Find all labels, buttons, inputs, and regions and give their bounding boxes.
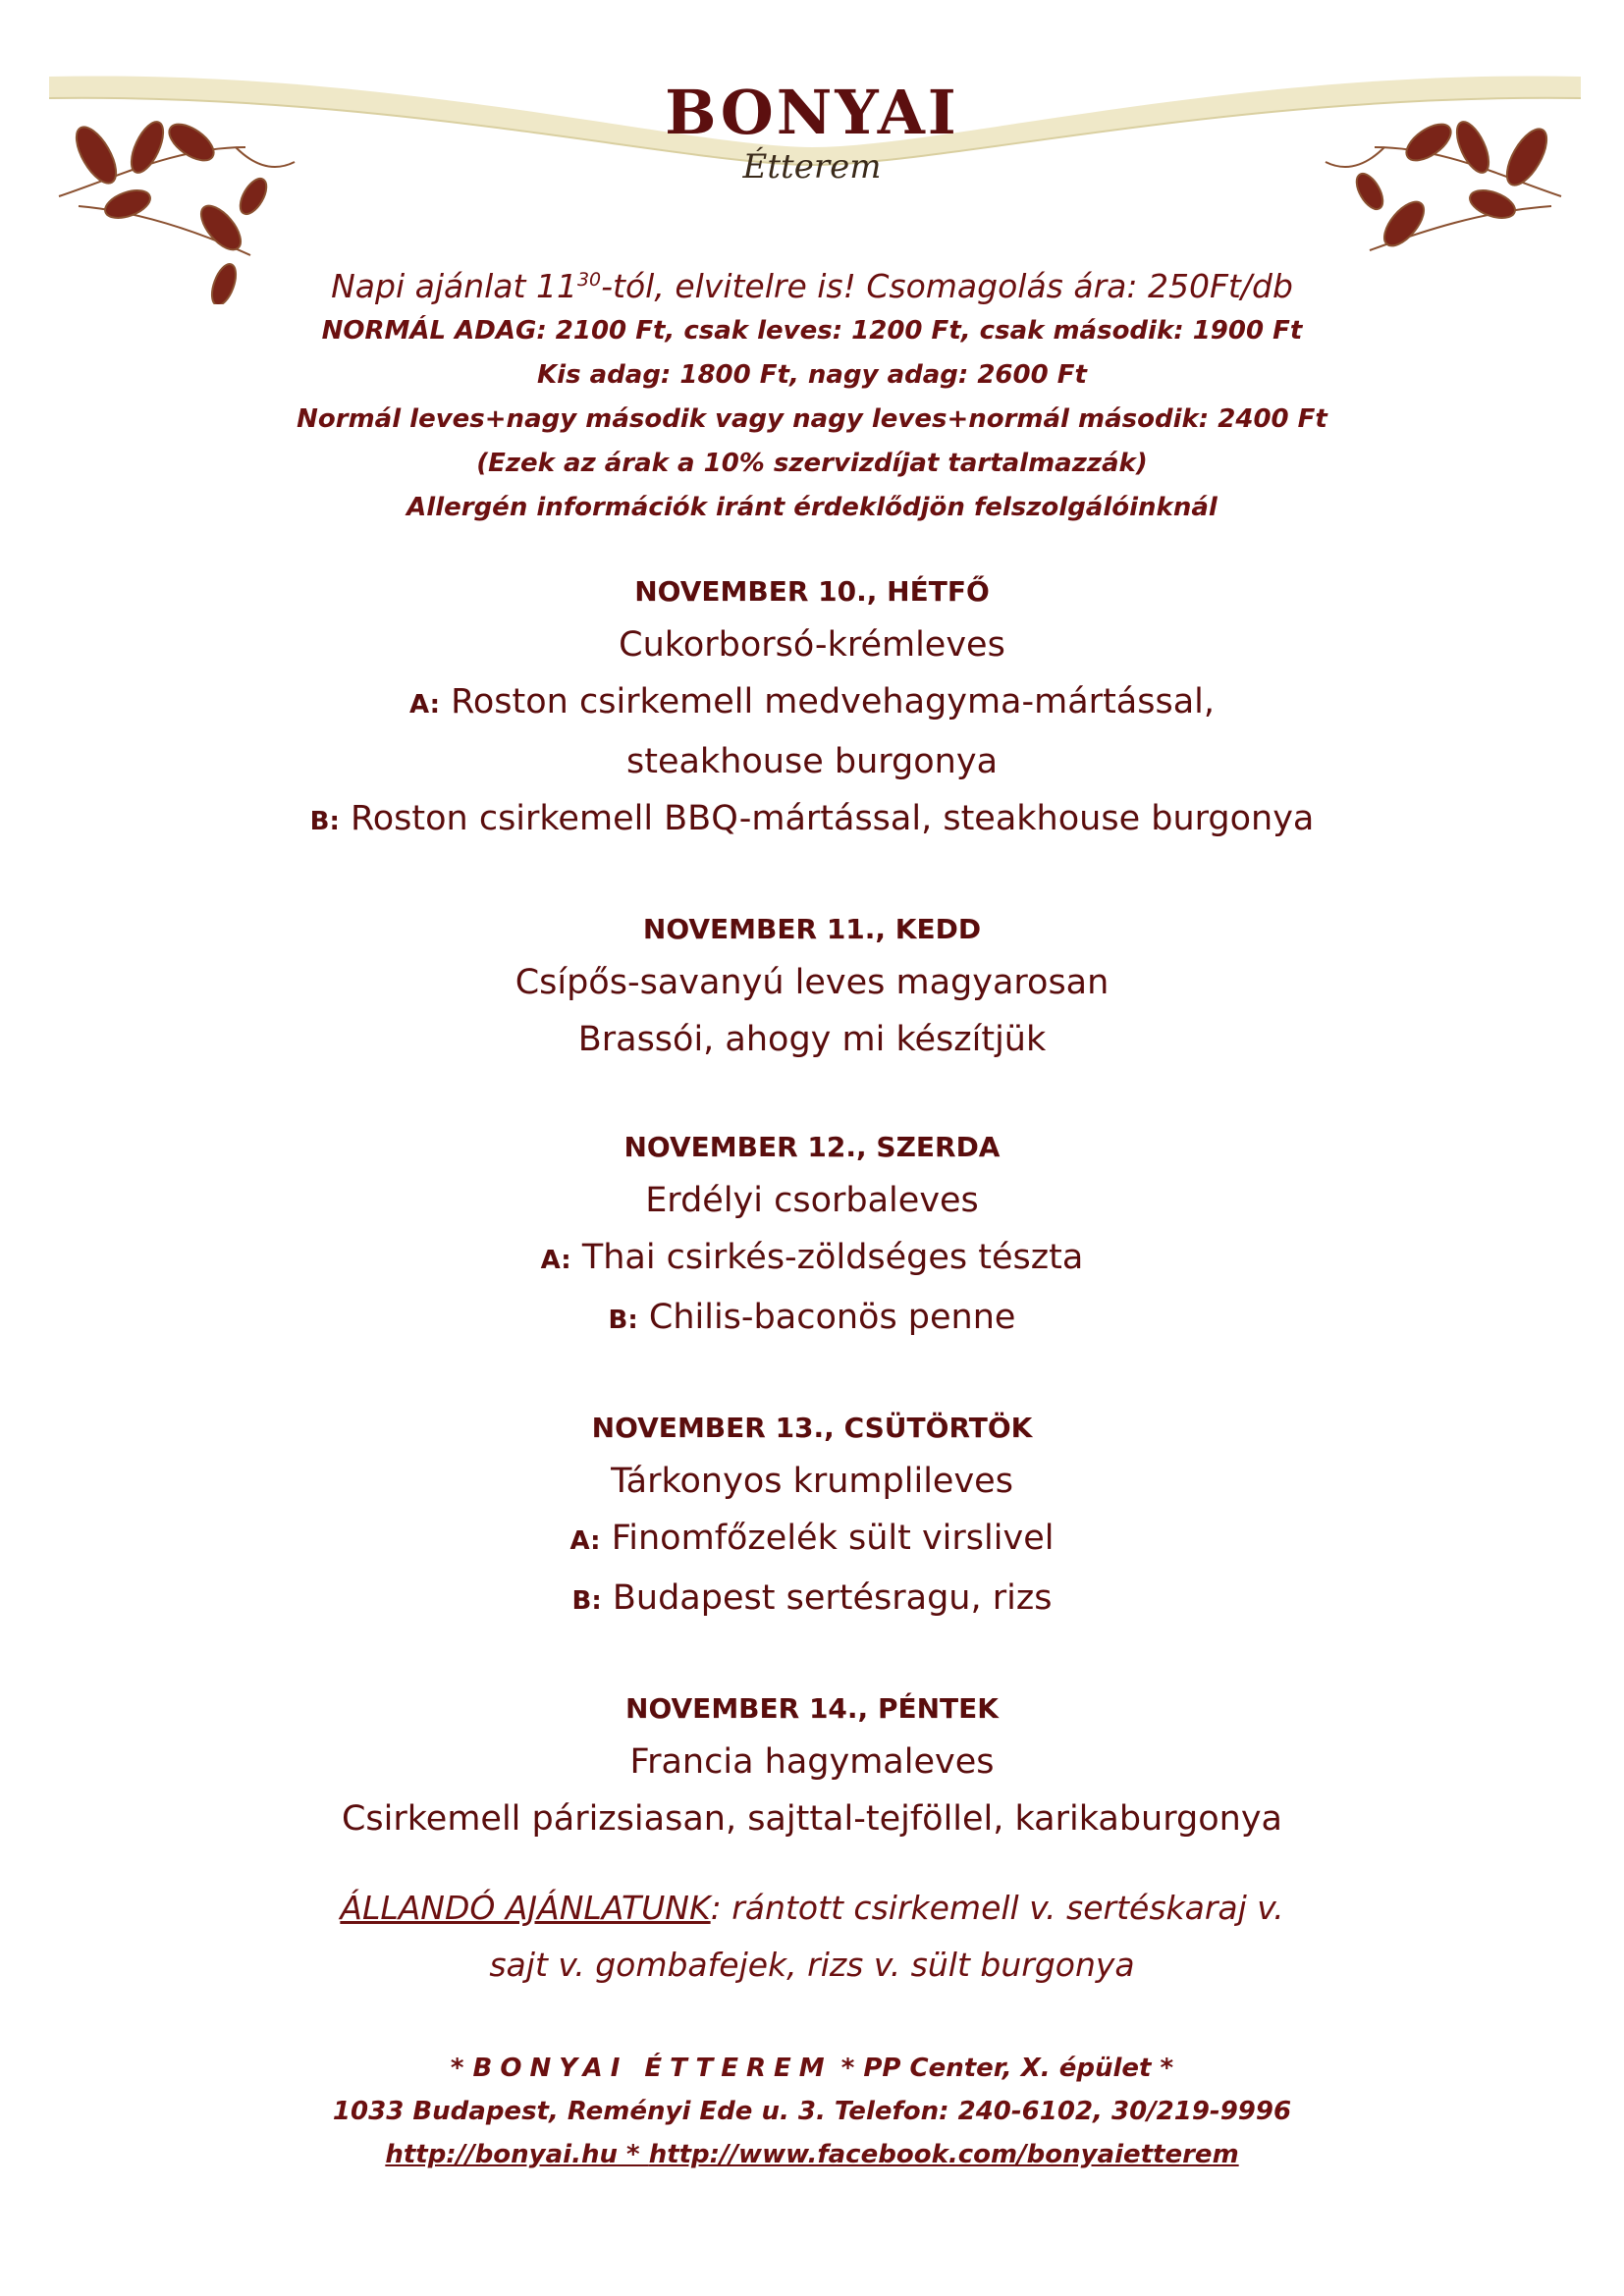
standing-offer: ÁLLANDÓ AJÁNLATUNK: rántott csirkemell v. sertéskaraj v. sajt v. gombafejek, rizs v. sült burgonya bbox=[0, 1880, 1624, 1994]
price-info bbox=[0, 257, 1624, 530]
menu-day bbox=[0, 1684, 1624, 1847]
option-b: B: Chilis-baconös penne bbox=[608, 1298, 1016, 1337]
day-title: NOVEMBER 13., CSÜTÖRTÖK bbox=[591, 1412, 1033, 1444]
menu-day bbox=[0, 1404, 1624, 1629]
day-title: NOVEMBER 14., PÉNTEK bbox=[625, 1692, 999, 1725]
price-line: NORMÁL ADAG: 2100 Ft, csak leves: 1200 Ft, csak második: 1900 Ft bbox=[321, 316, 1303, 346]
facebook-link[interactable]: http://www.facebook.com/bonyaietterem bbox=[648, 2140, 1239, 2169]
option-a-continued: steakhouse burgonya bbox=[625, 742, 999, 781]
price-line: Allergén információk iránt érdeklődjön felszolgálóinknál bbox=[406, 493, 1218, 522]
menu-day bbox=[0, 905, 1624, 1068]
option-a: A: Thai csirkés-zöldséges tészta bbox=[540, 1238, 1084, 1277]
footer bbox=[0, 2047, 1624, 2176]
standing-offer-continued: sajt v. gombafejek, rizs v. sült burgonya bbox=[489, 1946, 1135, 1984]
price-line: (Ezek az árak a 10% szervizdíjat tartalmazzák) bbox=[476, 449, 1148, 478]
option-b: B: Budapest sertésragu, rizs bbox=[571, 1578, 1053, 1618]
price-line: Normál leves+nagy második vagy nagy leves+normál második: 2400 Ft bbox=[297, 404, 1327, 434]
website-link[interactable]: http://bonyai.hu bbox=[385, 2140, 618, 2169]
standing-offer-label: ÁLLANDÓ AJÁNLATUNK bbox=[340, 1889, 711, 1927]
daily-offer-intro: Napi ajánlat $11^{30}$-tól, elvitelre is! Csomagolás ára: 250Ft/db bbox=[331, 267, 1293, 305]
option-b: B: Roston csirkemell BBQ-mártással, steakhouse burgonya bbox=[309, 799, 1315, 838]
price-line: Kis adag: 1800 Ft, nagy adag: 2600 Ft bbox=[537, 360, 1087, 390]
day-title: NOVEMBER 12., SZERDA bbox=[623, 1131, 1001, 1163]
restaurant-name: BONYAI bbox=[665, 77, 959, 148]
menu-day bbox=[0, 1123, 1624, 1349]
main-dish: Csirkemell párizsiasan, sajttal-tejföllel, karikaburgonya bbox=[341, 1799, 1282, 1839]
option-a: A: Roston csirkemell medvehagyma-mártással, bbox=[408, 682, 1216, 721]
footer-address: 1033 Budapest, Reményi Ede u. 3. Telefon: 240-6102, 30/219-9996 bbox=[332, 2097, 1292, 2126]
footer-links: http://bonyai.hu * http://www.facebook.com/bonyaietterem bbox=[385, 2140, 1239, 2169]
soup: Erdélyi csorbaleves bbox=[645, 1181, 979, 1220]
menu-day bbox=[0, 567, 1624, 850]
soup: Cukorborsó-krémleves bbox=[619, 625, 1005, 665]
day-title: NOVEMBER 10., HÉTFŐ bbox=[634, 575, 990, 608]
main-dish: Brassói, ahogy mi készítjük bbox=[577, 1020, 1047, 1059]
soup: Francia hagymaleves bbox=[629, 1742, 995, 1782]
restaurant-subtitle: Étterem bbox=[742, 147, 882, 187]
soup: Csípős-savanyú leves magyarosan bbox=[514, 963, 1110, 1002]
soup: Tárkonyos krumplileves bbox=[611, 1462, 1013, 1501]
footer-name-line: * BONYAI ÉTTEREM * PP Center, X. épület * bbox=[450, 2054, 1174, 2083]
option-a: A: Finomfőzelék sült virslivel bbox=[569, 1519, 1055, 1558]
day-title: NOVEMBER 11., KEDD bbox=[642, 913, 982, 945]
weekly-menu bbox=[0, 567, 1624, 1902]
